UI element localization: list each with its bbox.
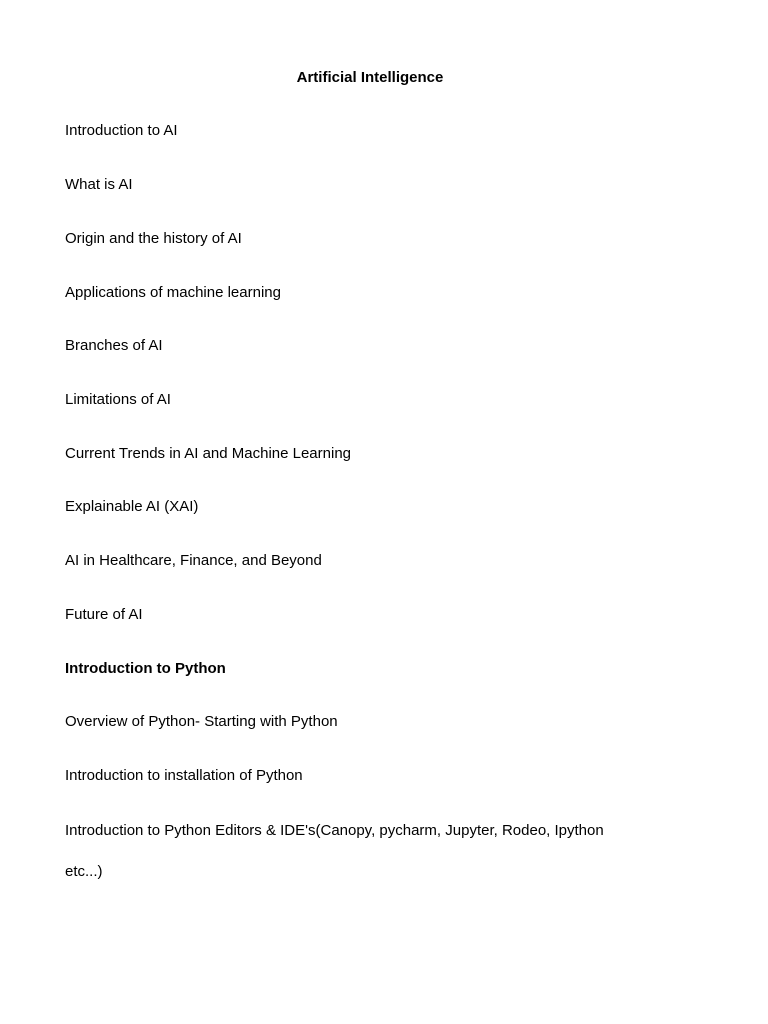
topic-line: What is AI (65, 176, 133, 193)
topic-line: Current Trends in AI and Machine Learning (65, 445, 352, 462)
topic-line: Origin and the history of AI (65, 230, 242, 247)
topic-line: Introduction to AI (65, 122, 178, 139)
topic-line: Introduction to installation of Python (65, 767, 303, 784)
section-heading: Introduction to Python (65, 660, 226, 677)
topic-line: Introduction to Python Editors & IDE's(Canopy, pycharm, Jupyter, Rodeo, Ipython (65, 822, 604, 839)
topic-line: Overview of Python- Starting with Python (65, 713, 338, 730)
topic-line: Branches of AI (65, 337, 163, 354)
topic-line-continuation: etc...) (65, 863, 103, 880)
document-title: Artificial Intelligence (296, 69, 444, 86)
topic-line: Future of AI (65, 606, 143, 623)
topic-line: Limitations of AI (65, 391, 171, 408)
topic-line: AI in Healthcare, Finance, and Beyond (65, 552, 322, 569)
topic-line: Explainable AI (XAI) (65, 498, 199, 515)
topic-line: Applications of machine learning (65, 284, 281, 301)
